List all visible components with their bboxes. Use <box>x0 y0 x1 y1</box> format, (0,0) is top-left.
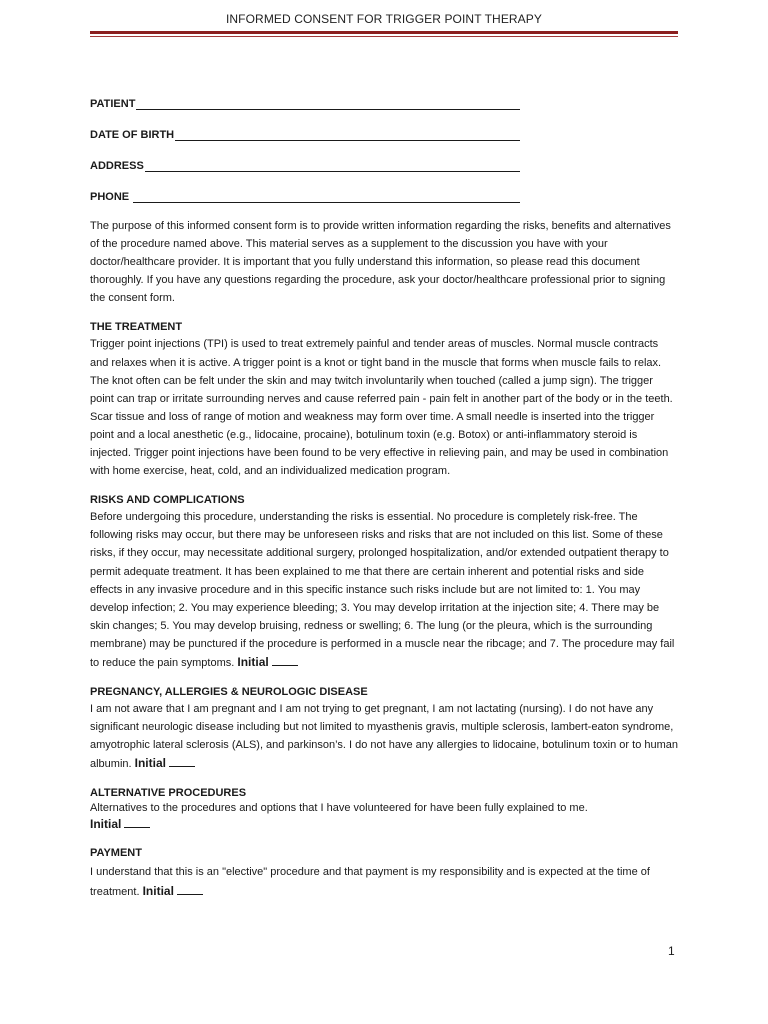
payment-title: PAYMENT <box>90 847 142 860</box>
treatment-body: Trigger point injections (TPI) is used to treat extremely painful and tender areas of muscles. Normal muscle contracts and relaxes when it is active. A trigger point is a knot or tight band in the muscle that forms when muscle fails to relax. The knot often can be felt under the skin and may twitch involuntarily when touched (called a jump sign). The trigger point can trap or irritate surrounding nerves and cause referred pain - pain felt in another part of the body or in the teeth. Scar tissue and loss of range of motion and weakness may form over time. A small needle is inserted into the trigger point and a local anesthetic (e.g., lidocaine, procaine), botulinum toxin (e.g. Botox) or anti-inflammatory steroid is injected. Trigger point injections have been found to be very effective in relieving pain, and may be used in combination with home exercise, heat, cold, and an individualized medication program. <box>90 338 673 478</box>
page-header-title: INFORMED CONSENT FOR TRIGGER POINT THERAPY <box>225 12 542 26</box>
alternatives-section <box>90 785 678 833</box>
alternatives-title: ALTERNATIVE PROCEDURES <box>90 787 247 800</box>
risks-section <box>90 492 678 672</box>
dob-line[interactable] <box>175 129 520 141</box>
pregnancy-title: PREGNANCY, ALLERGIES & NEUROLOGIC DISEASE <box>90 686 368 699</box>
header-rule-thin <box>90 36 678 37</box>
treatment-title: THE TREATMENT <box>90 321 183 334</box>
dob-field[interactable] <box>90 125 520 141</box>
payment-section <box>90 845 678 900</box>
risks-initial-line[interactable] <box>272 655 298 666</box>
risks-initial-label: Initial <box>237 654 269 669</box>
alternatives-initial-label: Initial <box>90 817 122 832</box>
alternatives-initial-line[interactable] <box>124 817 150 828</box>
pregnancy-body: I am not aware that I am pregnant and I am not trying to get pregnant, I am not lactating (nursing). I do not have any significant neurologic disease including but not limited to myasthenis gravis, multiple sclerosis, lambert-eaton syndrome, amyotrophic lateral sclerosis (ALS), and parkinson’s. I do not have any allergies to lidocaine, botulinum toxin or to human albumin. <box>90 703 679 771</box>
phone-line[interactable] <box>133 191 520 203</box>
risks-body: Before undergoing this procedure, understanding the risks is essential. No procedure is completely risk-free. The following risks may occur, but there may be unforeseen risks and risks that are not included on this list. Some of these risks, if they occur, may necessitate additional surgery, prolonged hospitalization, and/or extended outpatient therapy to permit adequate treatment. It has been explained to me that there are certain inherent and potential risks and side effects in any invasive procedure and in this specific instance such risks include but are not limited to: 1. You may develop infection; 2. You may experience bleeding; 3. You may develop irritation at the injection site; 4. There may be skin changes; 5. You may develop bruising, redness or swelling; 6. The lung (or the pleura, which is the surrounding membrane) may be punctured if the procedure is performed in a muscle near the ribcage; and 7. The procedure may fail to reduce the pain symptoms. <box>90 511 675 669</box>
alternatives-body: Alternatives to the procedures and options that I have volunteered for have been fully explained to me. <box>90 802 588 815</box>
payment-initial-line[interactable] <box>177 884 203 895</box>
address-line[interactable] <box>145 160 520 172</box>
address-field[interactable] <box>90 156 520 172</box>
risks-title: RISKS AND COMPLICATIONS <box>90 494 245 507</box>
dob-label: DATE OF BIRTH <box>90 129 175 141</box>
patient-field[interactable] <box>90 94 520 110</box>
patient-info-fields <box>90 94 520 218</box>
pregnancy-initial-label: Initial <box>134 756 166 771</box>
alternatives-initial-row <box>90 816 678 833</box>
payment-initial-label: Initial <box>142 883 174 898</box>
treatment-section <box>90 319 678 480</box>
intro-paragraph: The purpose of this informed consent form is to provide written information regarding the risks, benefits and alternatives of the procedure named above. This material serves as a supplement to the discussion you have with your doctor/healthcare provider. It is important that you fully understand this information, so please read this document thoroughly. If you have any questions regarding the procedure, ask your doctor/healthcare professional prior to signing the consent form. <box>90 220 671 305</box>
patient-line[interactable] <box>136 98 520 110</box>
payment-body: I understand that this is an "elective" procedure and that payment is my responsibility and is expected at the time of treatment. <box>90 866 650 898</box>
phone-field[interactable] <box>90 187 520 203</box>
pregnancy-section <box>90 684 678 773</box>
patient-label: PATIENT <box>90 98 136 110</box>
page-number: 1 <box>668 944 675 958</box>
phone-label: PHONE <box>90 191 133 203</box>
address-label: ADDRESS <box>90 160 144 172</box>
risks-paragraph <box>90 508 678 672</box>
consent-body <box>90 217 678 901</box>
pregnancy-initial-line[interactable] <box>169 756 195 767</box>
pregnancy-paragraph <box>90 700 678 773</box>
payment-paragraph <box>90 863 678 900</box>
header-rule-thick <box>90 31 678 34</box>
